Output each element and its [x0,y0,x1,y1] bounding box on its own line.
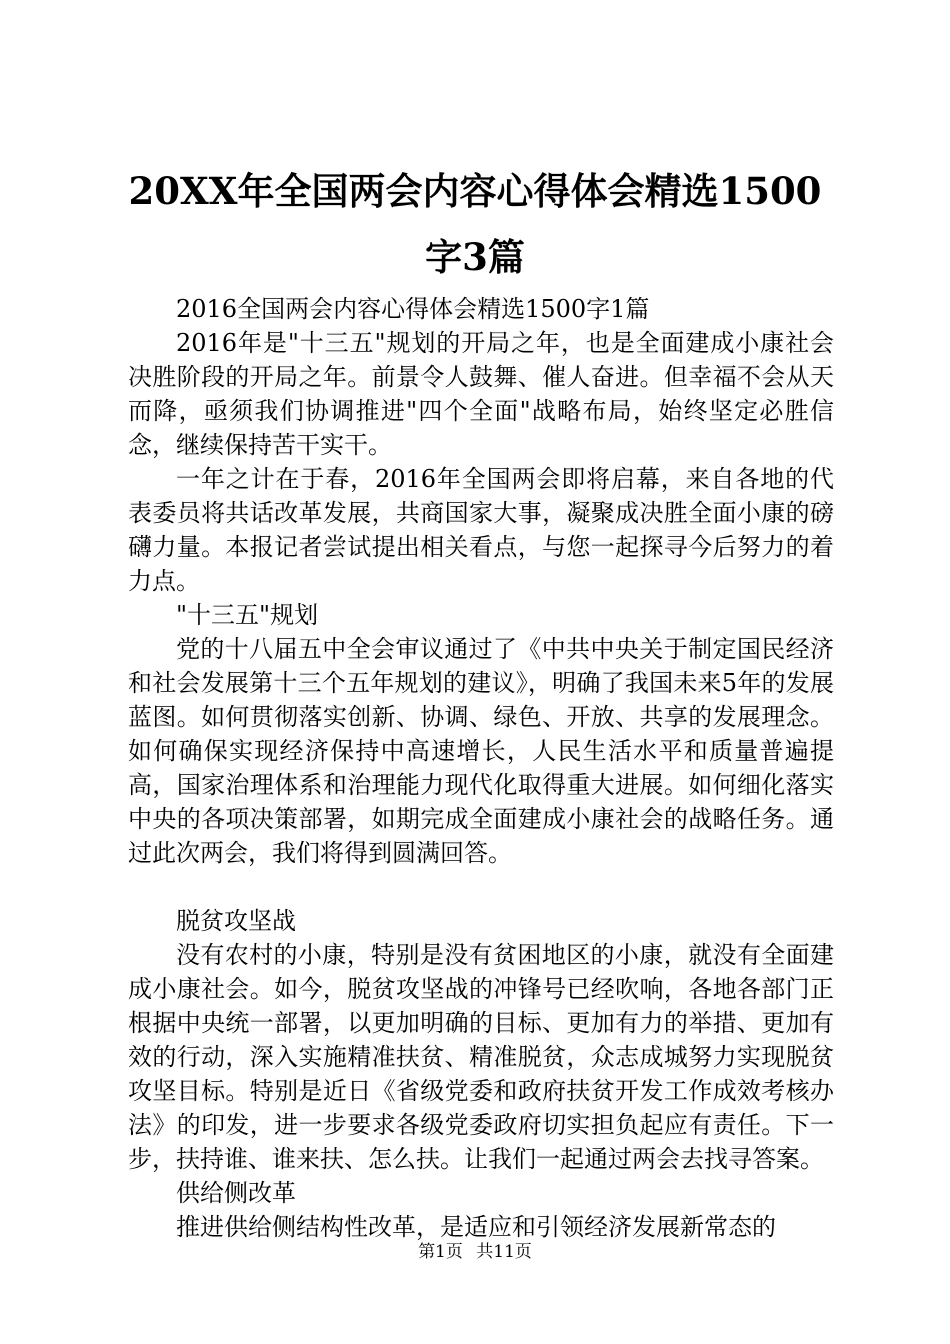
paragraph: 推进供给侧结构性改革，是适应和引领经济发展新常态的 [176,1213,776,1241]
document-title: 20XX年全国两会内容心得体会精选1500字3篇 [128,169,822,279]
paragraph: 没有农村的小康，特别是没有贫困地区的小康，就没有全面建成小康社会。如今，脱贫攻坚战的冲锋号已经吹响，各地各部门正根据中央统一部署，以更加明确的目标、更加有力的举措、更加有效的行动，深入实施精准扶贫、精准脱贫，众志成城努力实现脱贫攻坚目标。特别是近日《省级党委和政府扶贫开发工作成效考核办法》的印发，进一步要求各级党委政府切实担负起应有责任。下一步，扶持谁、谁来扶、怎么扶。让我们一起通过两会去找寻答案。 [128,941,834,1173]
paragraph: 党的十八届五中全会审议通过了《中共中央关于制定国民经济和社会发展第十三个五年规划的建议》，明确了我国未来5年的发展蓝图。如何贯彻落实创新、协调、绿色、开放、共享的发展理念。如何确保实现经济保持中高速增长，人民生活水平和质量普遍提高，国家治理体系和治理能力现代化取得重大进展。如何细化落实中央的各项决策部署，如期完成全面建成小康社会的战略任务。通过此次两会，我们将得到圆满回答。 [128,635,834,867]
section-heading: "十三五"规划 [176,601,319,629]
section-heading: 2016全国两会内容心得体会精选1500字1篇 [176,295,650,323]
document-body [128,292,834,1244]
paragraph: 2016年是"十三五"规划的开局之年，也是全面建成小康社会决胜阶段的开局之年。前景令人鼓舞、催人奋进。但幸福不会从天而降，亟须我们协调推进"四个全面"战略布局，始终坚定必胜信念，继续保持苦干实干。 [128,329,834,459]
section-heading: 供给侧改革 [176,1179,296,1207]
paragraph: 一年之计在于春，2016年全国两会即将启幕，来自各地的代表委员将共话改革发展，共商国家大事，凝聚成决胜全面小康的磅礴力量。本报记者尝试提出相关看点，与您一起探寻今后努力的着力点。 [128,465,834,595]
page-total: 共11页 [476,1242,532,1262]
page-number: 第1页 [418,1242,463,1262]
section-heading: 脱贫攻坚战 [176,907,296,935]
page-footer [0,1240,950,1264]
